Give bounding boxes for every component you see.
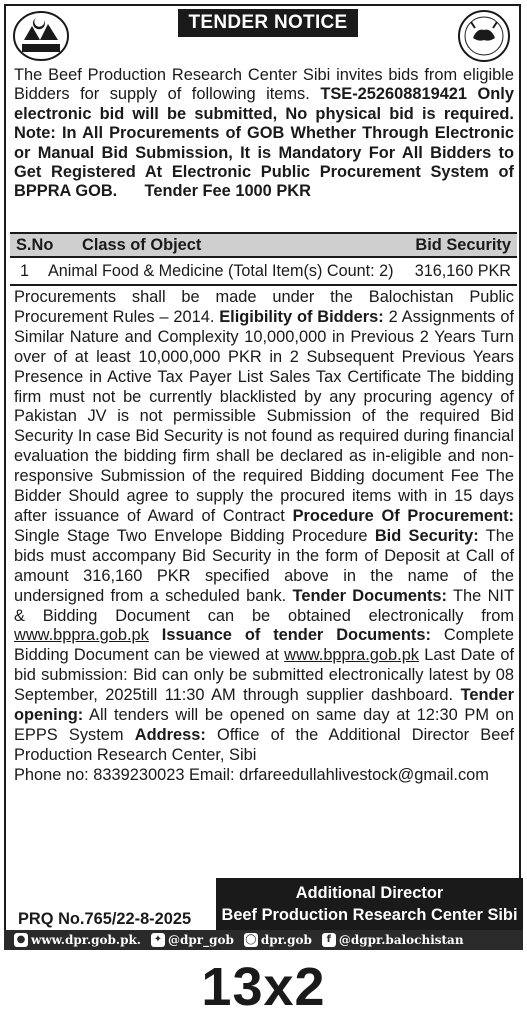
notice-frame [4,4,521,948]
footer-instagram[interactable]: ◯ dpr.gob [245,933,312,947]
prq-number: PRQ No.765/22-8-2025 [18,910,192,928]
contact-line: Phone no: 8339230023 Email: drfareedullahlivestock@gmail.com [14,765,489,784]
livestock-department-logo-icon [453,8,515,64]
row-sno: 1 [20,262,30,280]
facebook-icon: f [322,933,336,947]
table-header [10,232,517,258]
ad-size-code: 13x2 [201,957,326,1017]
row-security: 316,160 PKR [414,262,511,280]
bppra-link-2[interactable]: www.bppra.gob.pk [284,646,420,665]
balochistan-emblem-icon [10,8,72,64]
twitter-icon: ✦ [151,933,165,947]
col-object-header: Class of Object [82,236,202,254]
globe-icon: ● [14,933,28,947]
footer-facebook[interactable]: f @dgpr.balochistan [322,933,464,947]
signature-office: Beef Production Research Center Sibi [221,906,518,924]
footer-twitter[interactable]: ✦ @dpr_gob [151,933,234,947]
tender-details: Procurements shall be made under the Balochistan Public Procurement Rules – 2014. Eligibility of Bidders: 2 Assignments of Similar Nature and Complexity 10,000,000 in Previous 2 Years Turn over of at least 10,000,000 PKR in 2 Subsequent Previous Years Presence in Active Tax Payer List Sales Tax Certificate The bidding firm must not be currently blacklisted by any procuring agency of Pakistan JV is not permissible Submission of the required Bid Security In case Bid Security is not found as required during financial evaluation the bidding firm shall be declared as in-eligible and non-responsive Submission of the required Bidding document Fee The Bidder Should agree to supply the procured items with in 15 days after issuance of Award of Contract Procedure Of Procurement: Single Stage Two Envelope Bidding Procedure Bid Security: The bids must accompany Bid Security in the form of Deposit at Call of amount 316,160 PKR specified above in the name of the undersigned from a scheduled bank. Tender Documents: The NIT & Bidding Document can be obtained electronically from www.bppra.gob.pk Issuance of tender Documents: Complete Bidding Document can be viewed at www.bppra.gob.pk Last Date of bid submission: Bid can only be submitted electronically latest by 08 September, 2025till 11:30 AM through supplier dashboard. Tender opening: All tenders will be opened on same day at 12:30 PM on EPPS System Address: Office of the Additional Director Beef Production Research Center, Sibi Phone no: 8339230023 Email: drfareedullahlivestock@gmail.com [14,288,514,784]
bppra-link[interactable]: www.bppra.gob.pk [14,626,149,645]
row-object: Animal Food & Medicine (Total Item(s) Count: 2) [48,262,394,280]
col-security-header: Bid Security [415,236,511,254]
signature-block [216,878,523,930]
footer-web[interactable]: ● www.dpr.gob.pk. [14,933,141,947]
intro-paragraph: The Beef Production Research Center Sibi invites bids from eligible Bidders for supply of following items. TSE-252608819421 Only electronic bid will be submitted, No physical bid is required. Note: In All Procurements of GOB Whether Through Electronic or Manual Bid Submission, It is Mandatory For All Bidders to Get Registered At Electronic Public Procurement System of BPPRA GOB. Tender Fee 1000 PKR [14,66,514,201]
signature-title: Additional Director [295,884,444,902]
col-sno-header: S.No [16,236,54,254]
instagram-icon: ◯ [245,934,257,945]
table-row [10,260,517,286]
page-title: TENDER NOTICE [178,9,358,37]
social-footer [4,930,523,950]
